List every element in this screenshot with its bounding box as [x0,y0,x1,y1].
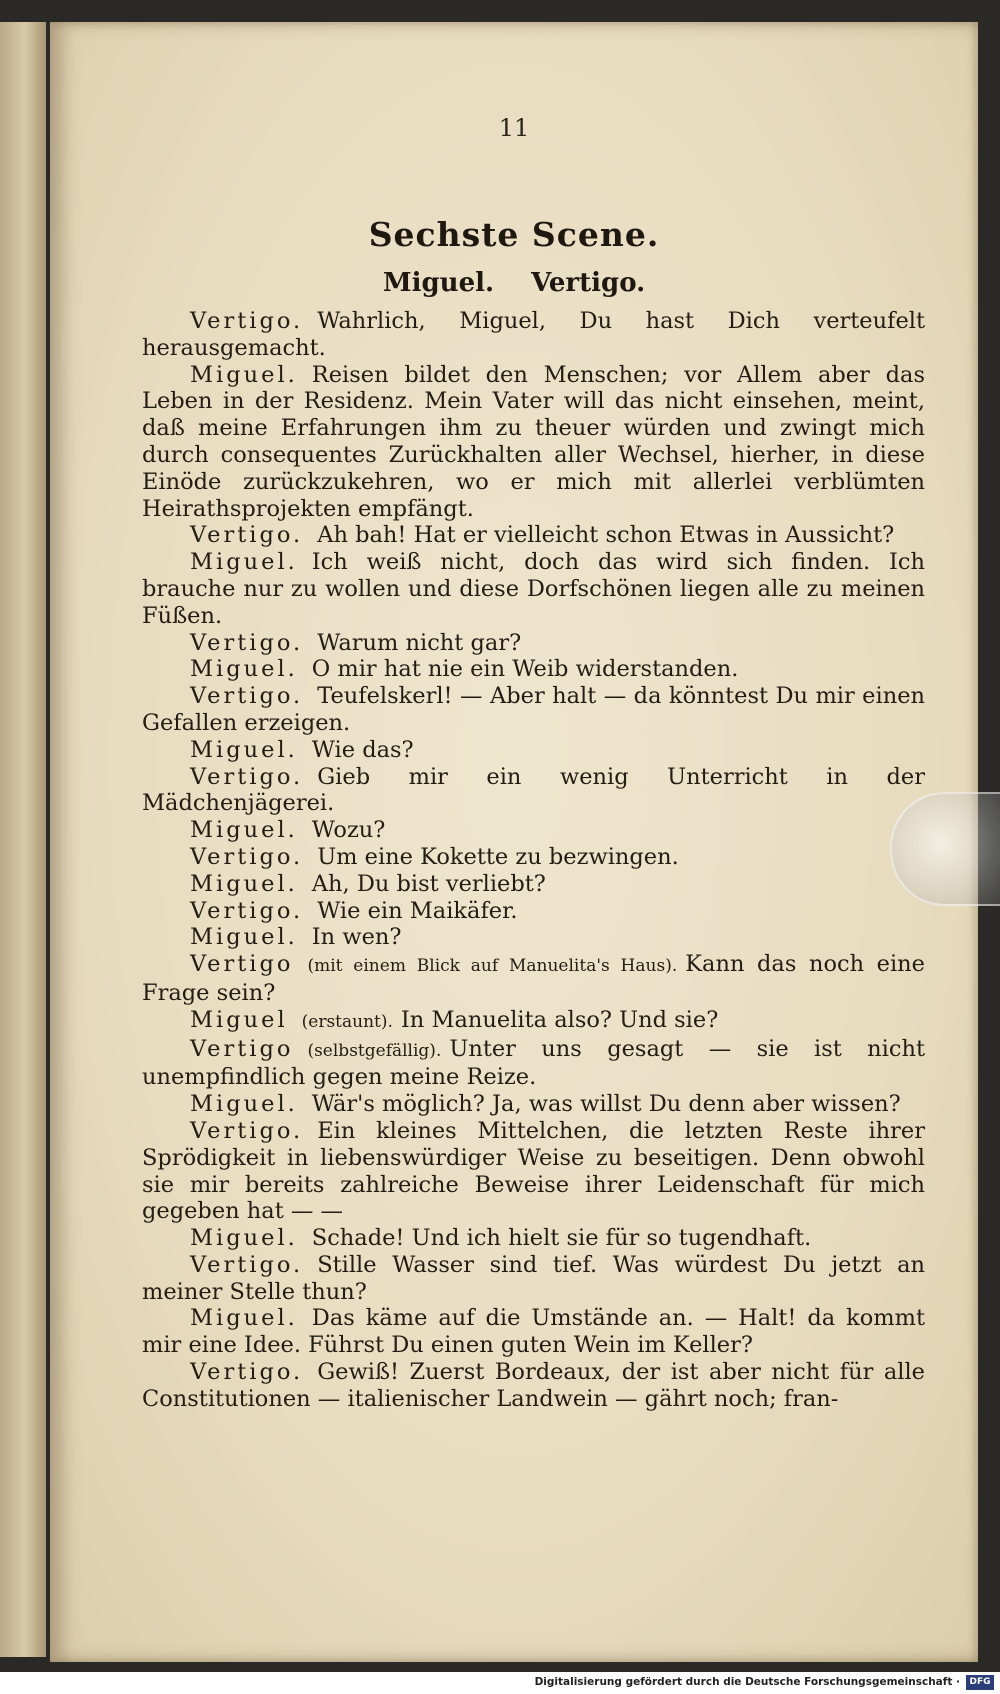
dialogue-line [142,898,925,925]
speaker-name: Vertigo. [190,1251,304,1278]
speaker-name: Vertigo. [190,1359,304,1386]
dialogue-line [142,1118,925,1225]
line-text: Das käme auf die Umstände an. — Halt! da kommt mir eine Idee. Führst Du einen guten Wein im Keller? [142,1305,925,1359]
footer-bar [0,1672,1000,1694]
dialogue-line [142,1225,925,1252]
line-text: Wär's möglich? Ja, was willst Du denn aber wissen? [311,1091,901,1118]
line-text: Gieb mir ein wenig Unterricht in der Mädchenjägerei. [142,763,925,817]
dialogue-line [142,656,925,683]
line-text: Schade! Und ich hielt sie für so tugendhaft. [311,1225,812,1252]
page-number: 11 [498,114,530,142]
speaker-name: Miguel. [190,549,298,576]
speaker-name: Vertigo. [190,522,304,549]
stage-direction: (mit einem Blick auf Manuelita's Haus). [307,956,678,977]
dialogue-line [142,683,925,737]
facing-page-edge [0,22,46,1657]
dialogue-line [142,1252,925,1306]
speaker-name: Miguel [190,1006,288,1033]
dialogue-line [142,1091,925,1118]
line-text: O mir hat nie ein Weib widerstanden. [311,656,739,683]
dfg-logo: DFG [966,1675,994,1690]
speaker-name: Vertigo. [190,897,304,924]
dialogue-line [142,1359,925,1413]
dialogue-line [142,1305,925,1359]
dialogue-line [142,764,925,818]
line-text: Wie das? [311,736,414,763]
line-text: Ah bah! Hat er vielleicht schon Etwas in Aussicht? [317,522,895,549]
line-text: Unter uns gesagt — sie ist nicht unempfindlich gegen meine Reize. [142,1035,925,1091]
line-text: In Manuelita also? Und sie? [400,1006,719,1033]
dialogue-line [142,844,925,871]
dialogue-line [142,362,925,523]
line-text: Wie ein Maikäfer. [317,897,518,924]
line-text: Ich weiß nicht, doch das wird sich finden. Ich brauche nur zu wollen und diese Dorfschönen liegen alle zu meinen Füßen. [142,549,925,629]
speaker-name: Vertigo. [190,843,304,870]
dialogue-line [142,924,925,951]
stage-direction: (erstaunt). [301,1011,393,1032]
dialogue-line [142,1007,925,1036]
magnifier-handle[interactable] [890,792,1000,906]
speaker-name: Miguel. [190,656,298,683]
line-text: Ein kleines Mittelchen, die letzten Reste ihrer Sprödigkeit in liebenswürdiger Weise zu beseitigen. Denn obwohl sie mir bereits zahlreiche Beweise ihrer Leidenschaft für mich gegeben hat — — [142,1117,925,1225]
line-text: Gewiß! Zuerst Bordeaux, der ist aber nicht für alle Constitutionen — italienischer Landwein — gährt noch; fran- [142,1359,925,1412]
speaker-name: Miguel. [190,736,298,763]
speaker-name: Vertigo. [190,629,304,656]
line-text: Wozu? [311,817,386,844]
speaker-name: Miguel. [190,1305,298,1332]
scene-characters: Miguel. Vertigo. [382,268,646,298]
dialogue-line [142,630,925,657]
dialogue-line [142,737,925,764]
speaker-name: Vertigo. [190,763,304,790]
speaker-name: Miguel. [190,1225,298,1252]
speaker-name: Vertigo [190,1035,294,1062]
stage-direction: (selbstgefällig). [307,1040,442,1061]
dialogue-line [142,549,925,629]
line-text: Reisen bildet den Menschen; vor Allem aber das Leben in der Residenz. Mein Vater will das nicht einsehen, meint, daß meine Erfahrungen ihm zu theuer würden und zwingt mich durch consequentes Zurückhalten aller Wechsel, hierher, in diese Einöde zurückzukehren, wo er mich mit allerlei verblümten Heirathsprojekten empfängt. [142,361,925,522]
dialogue-line [142,871,925,898]
line-text: Stille Wasser sind tief. Was würdest Du jetzt an meiner Stelle thun? [142,1251,925,1305]
speaker-name: Miguel. [190,1091,298,1118]
dialogue-line [142,1036,925,1092]
dialogue-line [142,817,925,844]
line-text: Kann das noch eine Frage sein? [142,951,925,1006]
dialogue-line [142,308,925,362]
speaker-name: Vertigo [190,951,294,978]
speaker-name: Vertigo. [190,683,304,710]
speaker-name: Miguel. [190,361,298,388]
speaker-name: Miguel. [190,870,298,897]
line-text: Ah, Du bist verliebt? [311,870,546,897]
line-text: Um eine Kokette zu bezwingen. [317,843,679,870]
speaker-name: Vertigo. [190,1117,304,1144]
speaker-name: Vertigo. [190,308,304,334]
dialogue-body [142,308,925,1413]
line-text: Warum nicht gar? [317,629,522,656]
book-page [50,22,978,1662]
line-text: Wahrlich, Miguel, Du hast Dich verteufelt herausgemacht. [142,308,925,361]
line-text: In wen? [311,924,402,951]
speaker-name: Miguel. [190,817,298,844]
dialogue-line [142,951,925,1007]
line-text: Teufelskerl! — Aber halt — da könntest Du mir einen Gefallen erzeigen. [142,683,925,736]
funding-credit: Digitalisierung gefördert durch die Deutsche Forschungsgemeinschaft · [534,1676,960,1688]
dialogue-line [142,522,925,549]
scene-title: Sechste Scene. [368,215,660,254]
speaker-name: Miguel. [190,924,298,951]
